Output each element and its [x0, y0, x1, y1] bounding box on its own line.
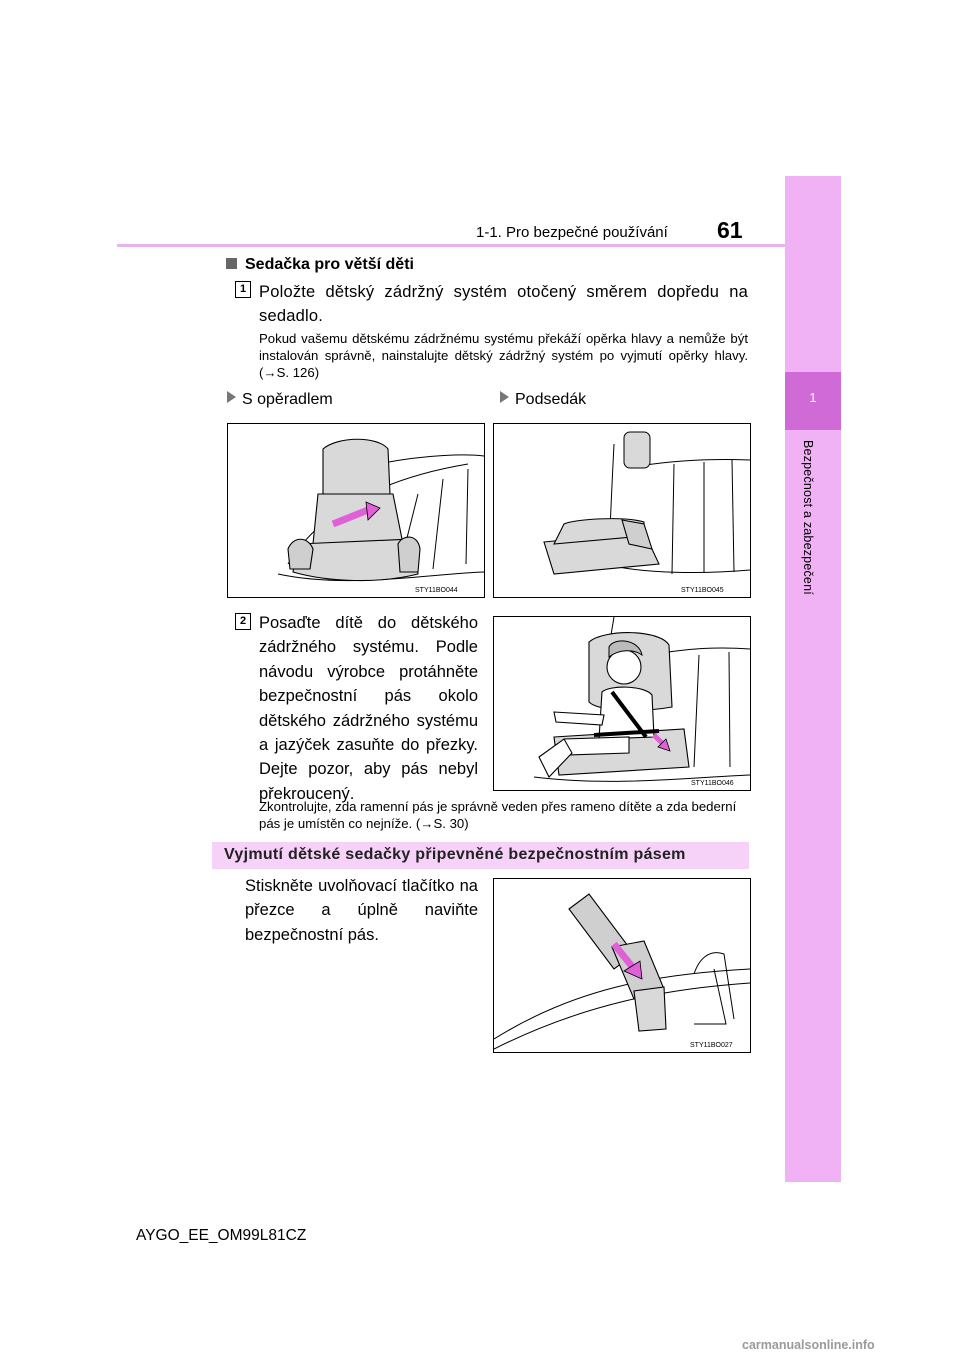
figure-code: STY11BO046 [691, 780, 734, 787]
header-rule [117, 244, 785, 247]
step-2-text: Posaďte dítě do dětského zádržného systému. Podle návodu výrobce protáhněte bezpečnostní pás okolo dětského zádržného systému a jazýček zasuňte do přezky. Dejte pozor, aby pás nebyl překroucený. [259, 614, 478, 803]
figure-code: STY11BO027 [690, 1042, 733, 1049]
step-1-text: Položte dětský zádržný systém otočený směrem dopředu na sedadlo. [259, 283, 748, 325]
step-2-note: Zkontrolujte, zda ramenní pás je správně veden přes rameno dítěte a zda bederní pás je umístěn co nejníže. (→S. 30) [259, 799, 737, 831]
chapter-number: 1 [809, 390, 817, 405]
illustration-child-in-booster [493, 616, 751, 791]
chapter-tab [785, 176, 841, 1182]
illustration-buckle-release [493, 878, 751, 1053]
square-bullet-icon [226, 258, 237, 269]
subsection-heading: Vyjmutí dětské sedačky připevněné bezpečnostním pásem [224, 846, 686, 863]
running-header: 1-1. Pro bezpečné používání [476, 224, 668, 241]
document-code: AYGO_EE_OM99L81CZ [136, 1227, 307, 1244]
step-number-2: 2 [235, 613, 251, 630]
removal-text: Stiskněte uvolňovací tlačítko na přezce a úplně naviňte bezpečnostní pás. [245, 877, 478, 944]
watermark-link[interactable]: carmanualsonline.info [742, 1338, 875, 1352]
variant-label-text: Podsedák [515, 391, 587, 408]
section-heading-text: Sedačka pro větší děti [245, 256, 414, 273]
triangle-bullet-icon [500, 391, 509, 403]
page-number: 61 [717, 217, 743, 243]
step-number-1: 1 [235, 281, 251, 298]
variant-label-text: S opěradlem [242, 391, 333, 408]
variant-label-backrest [227, 391, 333, 409]
variant-label-cushion [500, 391, 586, 409]
illustration-booster-cushion [493, 423, 751, 598]
figure-code: STY11BO045 [681, 587, 724, 594]
illustration-booster-with-backrest [227, 423, 485, 598]
chapter-title: Bezpečnost a zabezpečení [801, 440, 815, 595]
triangle-bullet-icon [227, 391, 236, 403]
figure-code: STY11BO044 [415, 587, 458, 594]
step-1-note: Pokud vašemu dětskému zádržnému systému překáží opěrka hlavy a nemůže být instalován správně, nainstalujte dětský zádržný systém po vyjmutí opěrky hlavy. (→S. 126) [259, 331, 748, 380]
section-heading [226, 256, 414, 274]
